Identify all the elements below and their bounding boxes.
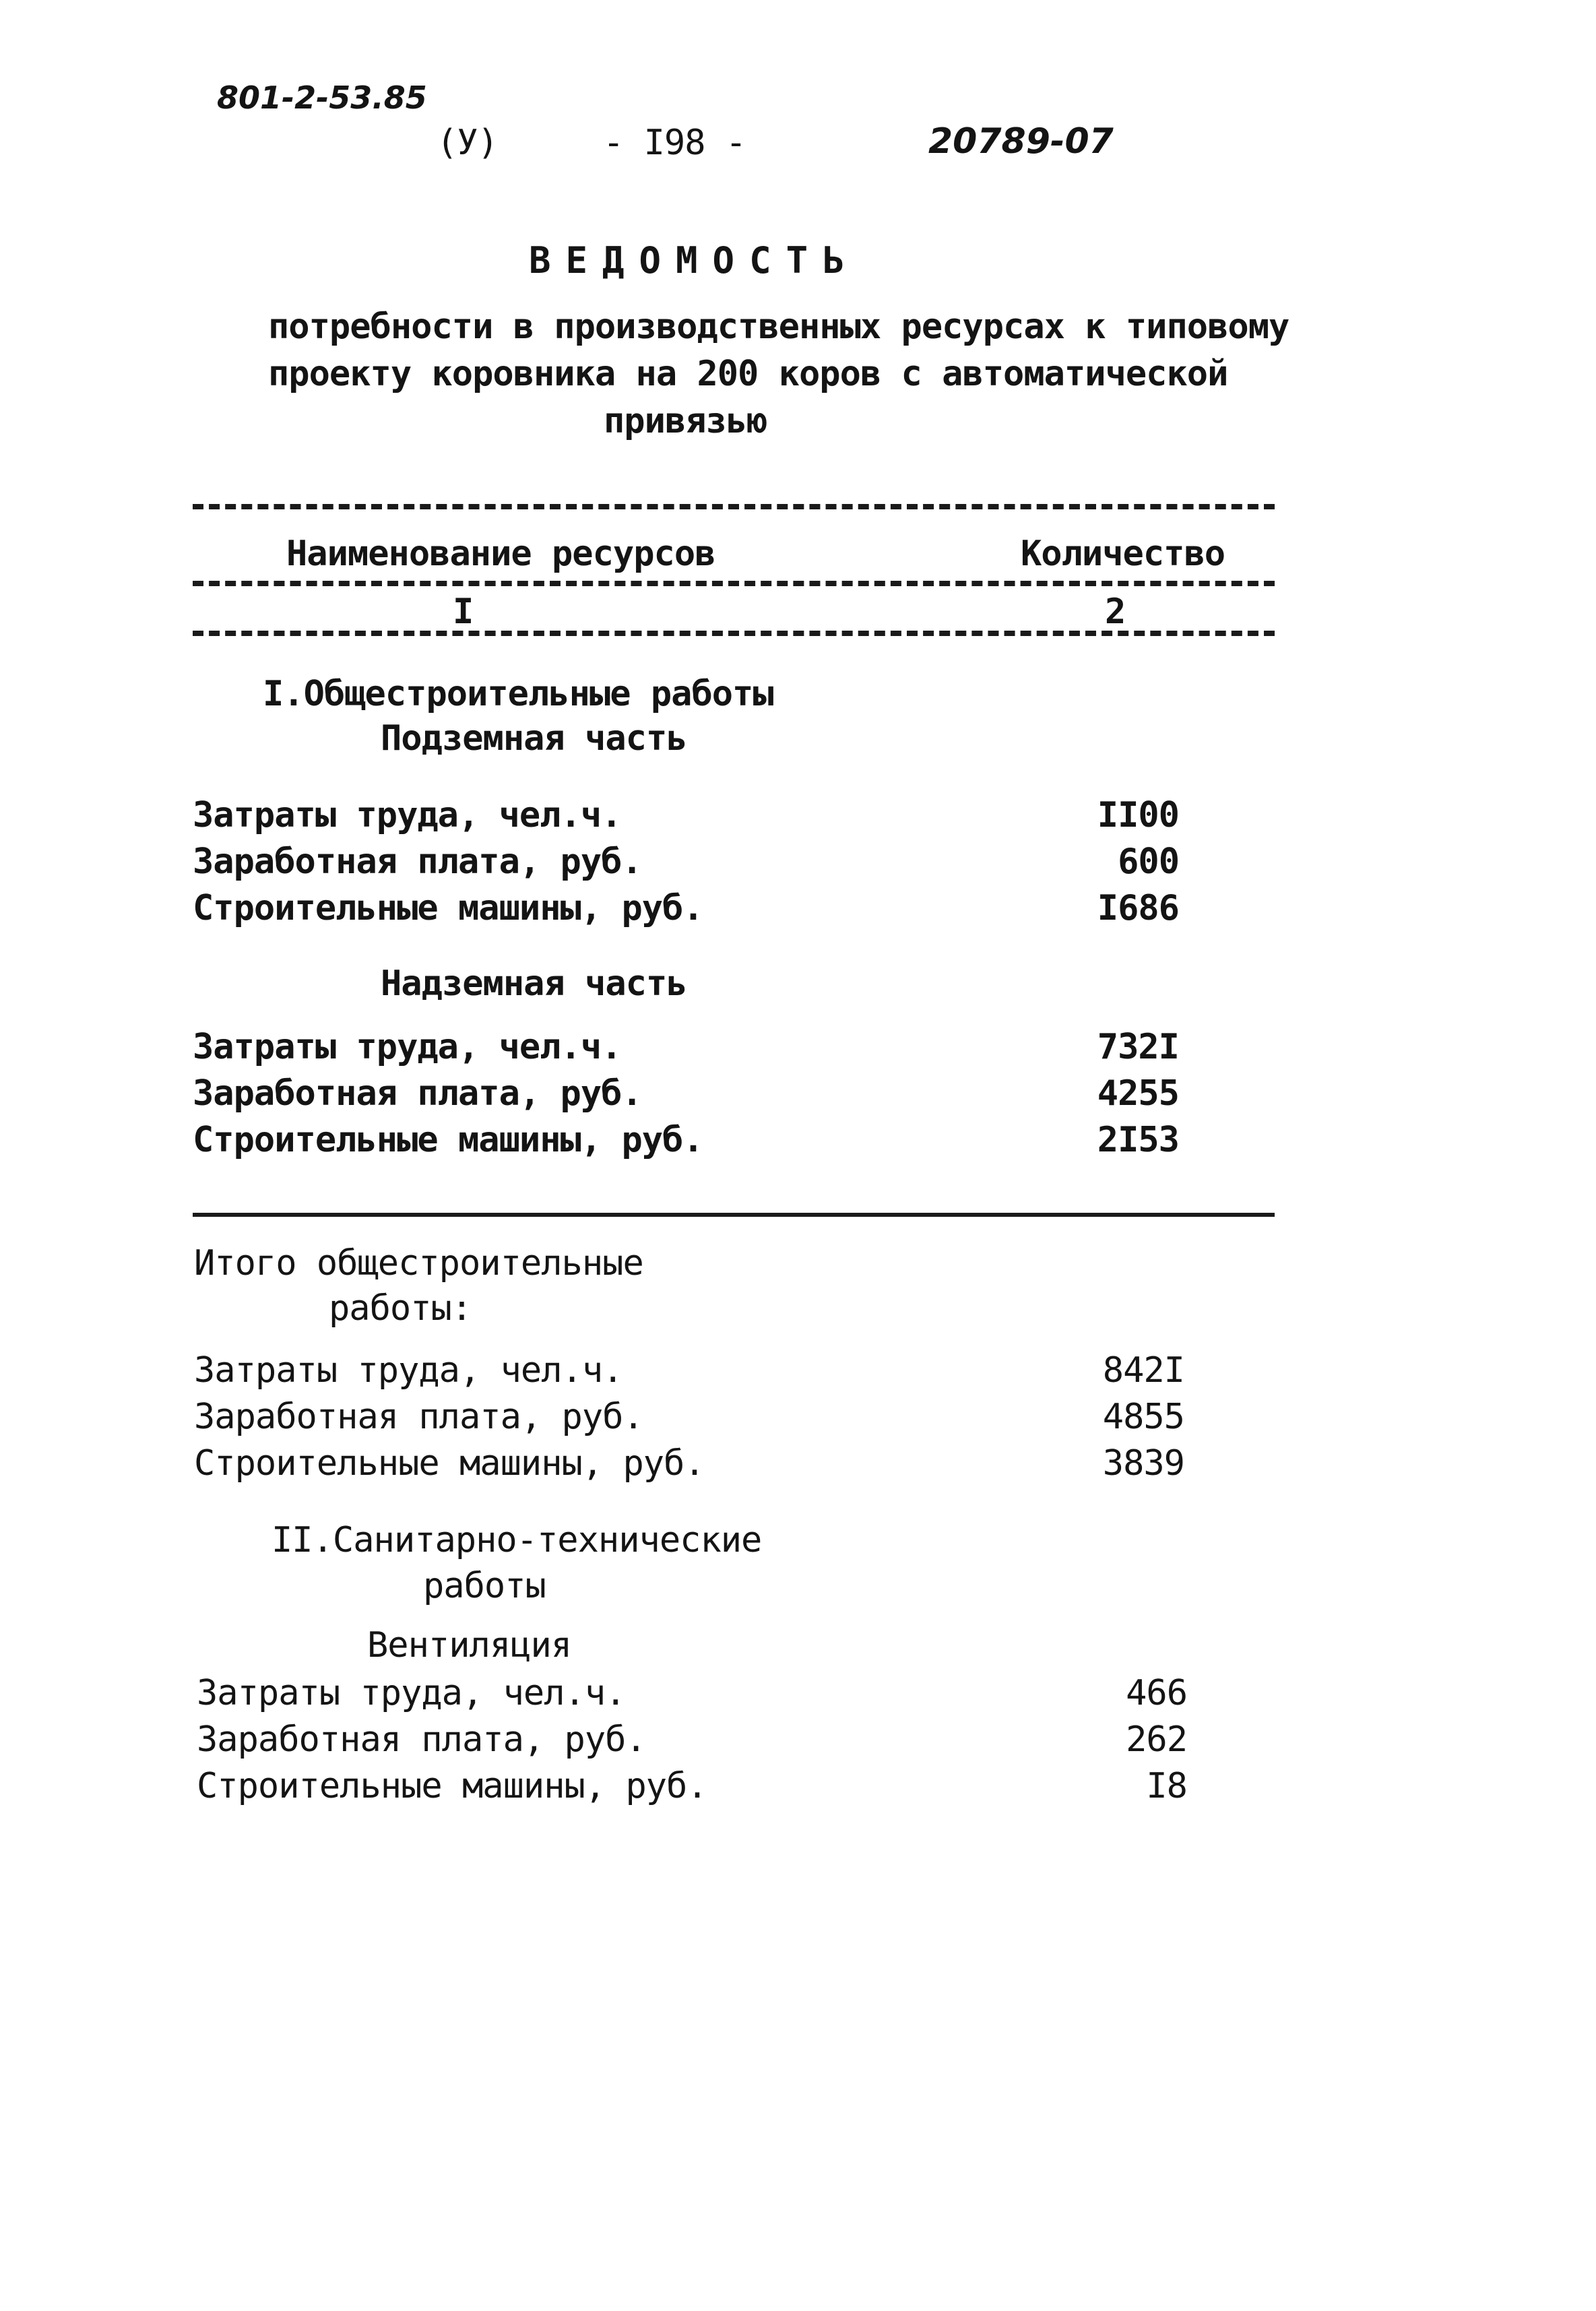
row-value: 4255 xyxy=(1097,1073,1179,1114)
row-value: 4855 xyxy=(1102,1397,1184,1437)
column-number-1: I xyxy=(453,592,474,632)
section-1-heading: I.Общестроительные работы xyxy=(263,674,773,714)
page-number: - I98 - xyxy=(603,123,746,163)
table-top-rule xyxy=(193,504,1275,509)
row-label: Заработная плата, руб. xyxy=(193,1073,642,1114)
row-value: I686 xyxy=(1097,888,1179,928)
subtitle-line-3: привязью xyxy=(604,401,767,441)
section-2-heading-line-1: II.Санитарно-технические xyxy=(272,1520,762,1560)
row-label: Затраты труда, чел.ч. xyxy=(193,1027,622,1067)
document-title: ВЕДОМОСТЬ xyxy=(529,239,860,282)
section-2-heading-line-2: работы xyxy=(423,1566,546,1606)
column-number-2: 2 xyxy=(1105,592,1126,632)
document-number: 20789-07 xyxy=(928,121,1114,162)
group-underground-title: Подземная часть xyxy=(381,718,687,759)
subtitle-line-2: проекту коровника на 200 коров с автоматической xyxy=(268,354,1228,394)
group-ventilation-title: Вентиляция xyxy=(367,1625,572,1666)
sheet-mark: (У) xyxy=(437,123,498,163)
row-label: Заработная плата, руб. xyxy=(197,1719,646,1760)
row-label: Строительные машины, руб. xyxy=(197,1766,707,1806)
row-value: 3839 xyxy=(1102,1443,1184,1484)
row-value: II00 xyxy=(1097,795,1179,835)
row-value: 2I53 xyxy=(1097,1120,1179,1160)
handwritten-code: 801-2-53.85 xyxy=(217,80,427,116)
row-label: Затраты труда, чел.ч. xyxy=(197,1673,626,1713)
row-value: 732I xyxy=(1097,1027,1179,1067)
column-header-quantity: Количество xyxy=(1021,534,1225,574)
row-label: Строительные машины, руб. xyxy=(193,888,703,928)
row-label: Заработная плата, руб. xyxy=(194,1397,643,1437)
row-label: Заработная плата, руб. xyxy=(193,842,642,882)
total-rule xyxy=(193,1213,1275,1217)
header-rule xyxy=(193,581,1275,586)
row-label: Строительные машины, руб. xyxy=(194,1443,705,1484)
row-label: Затраты труда, чел.ч. xyxy=(193,795,622,835)
row-label: Строительные машины, руб. xyxy=(193,1120,703,1160)
total-heading-line-1: Итого общестроительные xyxy=(194,1243,643,1284)
column-number-rule xyxy=(193,631,1275,636)
row-value: 600 xyxy=(1118,842,1179,882)
row-value: 466 xyxy=(1126,1673,1187,1713)
column-header-resources: Наименование ресурсов xyxy=(286,534,715,574)
subtitle-line-1: потребности в производственных ресурсах к типовому xyxy=(268,307,1289,347)
row-label: Затраты труда, чел.ч. xyxy=(194,1350,623,1391)
row-value: 842I xyxy=(1102,1350,1184,1391)
row-value: 262 xyxy=(1126,1719,1187,1760)
group-aboveground-title: Надземная часть xyxy=(381,963,687,1004)
total-heading-line-2: работы: xyxy=(329,1288,472,1329)
row-value: I8 xyxy=(1146,1766,1187,1806)
